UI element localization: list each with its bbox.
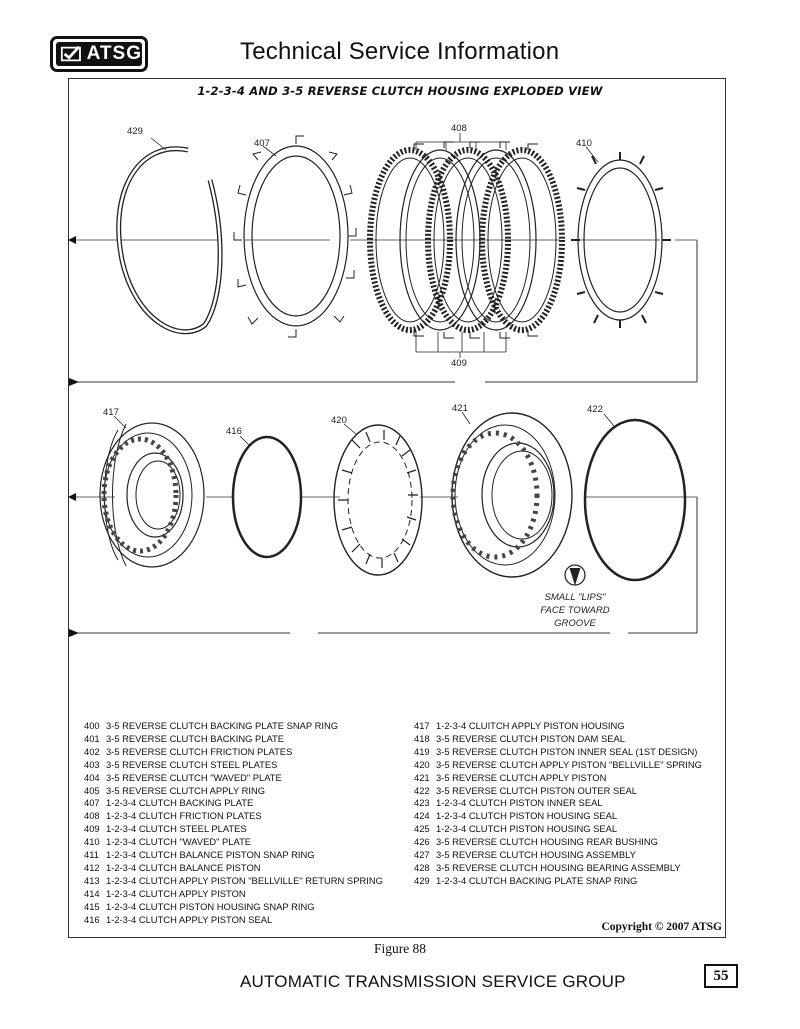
parts-list-item: 405 3-5 REVERSE CLUTCH APPLY RING [84, 784, 266, 796]
piston-seal-416 [233, 436, 301, 557]
callout-421: 421 [452, 403, 468, 414]
callout-410: 410 [576, 138, 592, 149]
parts-list-item: 415 1-2-3-4 CLUTCH PISTON HOUSING SNAP RING [84, 900, 315, 912]
waved-plate-410 [571, 147, 671, 328]
parts-list-left [84, 720, 383, 927]
parts-list-item: 420 3-5 REVERSE CLUTCH APPLY PISTON "BELLVILLE" SPRING [414, 758, 702, 770]
parts-list-item: 402 3-5 REVERSE CLUTCH FRICTION PLATES [84, 745, 293, 757]
parts-list-item: 426 3-5 REVERSE CLUTCH HOUSING REAR BUSHING [414, 836, 658, 848]
figure-caption: Figure 88 [373, 941, 427, 956]
diagram-title: 1-2-3-4 AND 3-5 REVERSE CLUTCH HOUSING EXPLODED VIEW [197, 84, 603, 98]
parts-list-item: 404 3-5 REVERSE CLUTCH "WAVED" PLATE [84, 771, 282, 783]
parts-list-item: 413 1-2-3-4 CLUTCH APPLY PISTON "BELLVILLE" RETURN SPRING [84, 874, 383, 886]
parts-list-right [414, 720, 702, 888]
callout-429: 429 [127, 126, 143, 137]
piston-housing-417 [100, 416, 204, 567]
callout-420: 420 [331, 415, 347, 426]
callout-409: 409 [451, 358, 467, 369]
note-line-2: FACE TOWARD [540, 605, 610, 616]
parts-list-item: 412 1-2-3-4 CLUTCH BALANCE PISTON [84, 861, 261, 873]
parts-list-item: 419 3-5 REVERSE CLUTCH PISTON INNER SEAL (1ST DESIGN) [414, 745, 698, 757]
note-line-3: GROOVE [554, 618, 596, 629]
parts-list-item: 414 1-2-3-4 CLUTCH APPLY PISTON [84, 887, 246, 899]
snap-ring-429 [119, 138, 220, 332]
footer-org: AUTOMATIC TRANSMISSION SERVICE GROUP [240, 972, 626, 991]
parts-list-item: 403 3-5 REVERSE CLUTCH STEEL PLATES [84, 758, 278, 770]
bellville-spring-420 [334, 424, 422, 575]
parts-list-item: 424 1-2-3-4 CLUTCH PISTON HOUSING SEAL [414, 810, 618, 822]
copyright-notice: Copyright © 2007 ATSG [601, 921, 722, 933]
parts-list-item: 409 1-2-3-4 CLUTCH STEEL PLATES [84, 823, 247, 835]
parts-list-item: 421 3-5 REVERSE CLUTCH APPLY PISTON [414, 771, 607, 783]
seal-lip-detail-icon [565, 565, 585, 585]
callout-407: 407 [254, 138, 270, 149]
parts-list-item: 427 3-5 REVERSE CLUTCH HOUSING ASSEMBLY [414, 849, 636, 861]
parts-list-item: 410 1-2-3-4 CLUTCH "WAVED" PLATE [84, 836, 252, 848]
page-number: 55 [704, 964, 738, 988]
parts-list-item: 411 1-2-3-4 CLUTCH BALANCE PISTON SNAP RING [84, 849, 315, 861]
parts-list-item: 418 3-5 REVERSE CLUTCH PISTON DAM SEAL [414, 732, 625, 744]
parts-list-item: 417 1-2-3-4 CLUITCH APPLY PISTON HOUSING [414, 720, 625, 731]
callout-408: 408 [451, 123, 467, 134]
logo-text: ATSG [86, 43, 142, 64]
parts-list-item: 425 1-2-3-4 CLUTCH PISTON HOUSING SEAL [414, 823, 618, 835]
callout-422: 422 [587, 404, 603, 415]
clutch-pack-408-409 [370, 133, 562, 358]
backing-plate-407 [234, 136, 356, 337]
page-title: Technical Service Information [240, 38, 560, 65]
parts-list-item: 423 1-2-3-4 CLUTCH PISTON INNER SEAL [414, 797, 603, 809]
callout-417: 417 [103, 407, 119, 418]
note-line-1: SMALL "LIPS" [544, 592, 606, 603]
callout-416: 416 [226, 426, 242, 437]
parts-list-item: 422 3-5 REVERSE CLUTCH PISTON OUTER SEAL [414, 784, 637, 796]
parts-list-item: 407 1-2-3-4 CLUTCH BACKING PLATE [84, 797, 254, 809]
parts-list-item: 429 1-2-3-4 CLUTCH BACKING PLATE SNAP RING [414, 874, 638, 886]
parts-list-item: 416 1-2-3-4 CLUTCH APPLY PISTON SEAL [84, 913, 273, 925]
parts-list-item: 408 1-2-3-4 CLUTCH FRICTION PLATES [84, 810, 262, 822]
parts-list-item: 428 3-5 REVERSE CLUTCH HOUSING BEARING ASSEMBLY [414, 861, 681, 873]
apply-piston-421 [452, 412, 572, 577]
parts-list-item: 400 3-5 REVERSE CLUTCH BACKING PLATE SNAP RING [84, 720, 339, 731]
parts-list-item: 401 3-5 REVERSE CLUTCH BACKING PLATE [84, 732, 284, 744]
